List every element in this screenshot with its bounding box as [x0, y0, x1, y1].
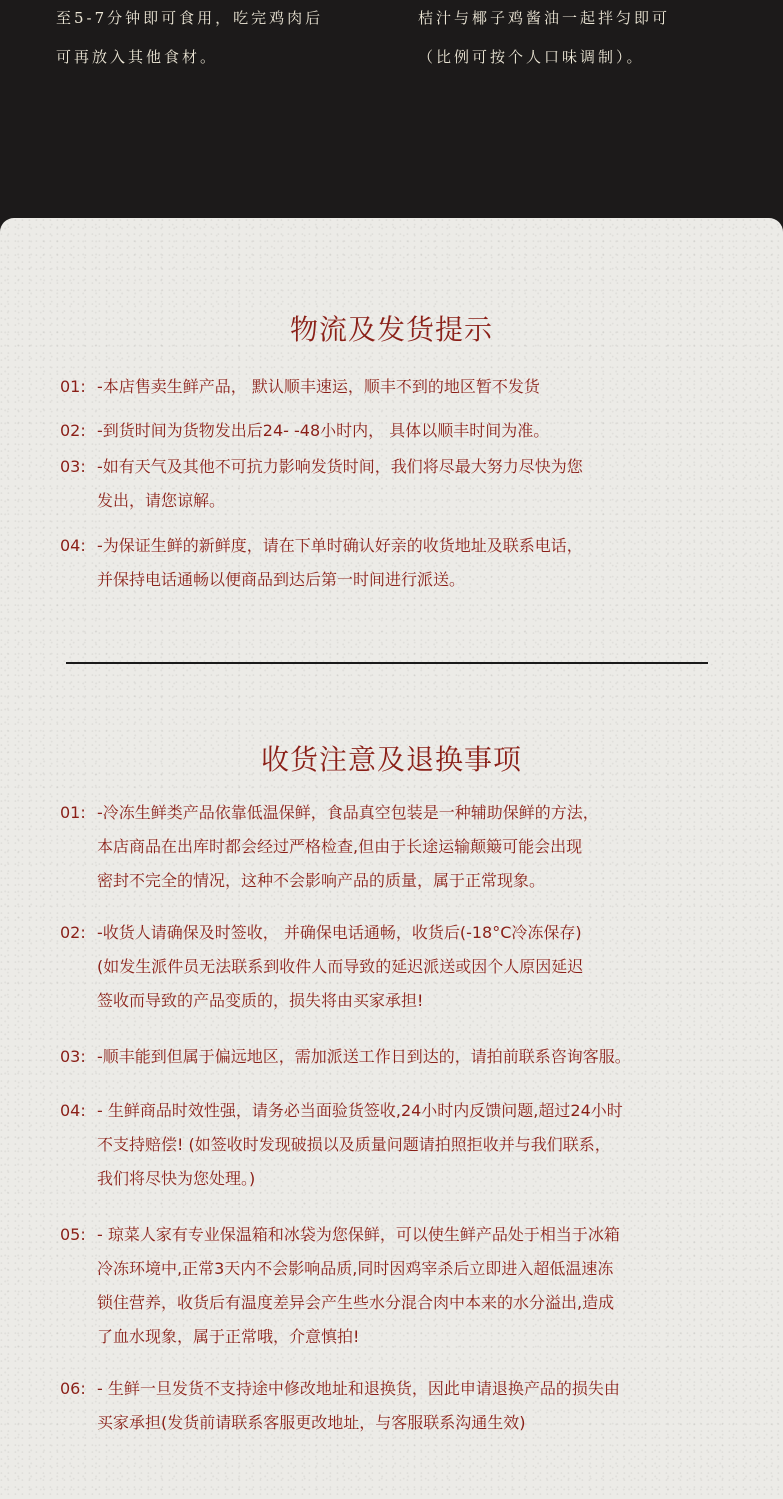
item-text: 了血水现象，属于正常哦，介意慎拍!	[97, 1327, 360, 1346]
section-divider	[66, 662, 708, 664]
item-text: -如有天气及其他不可抗力影响发货时间，我们将尽最大努力尽快为您	[97, 457, 583, 476]
top-left-text	[56, 8, 323, 67]
item-text: 买家承担(发货前请联系客服更改地址，与客服联系沟通生效)	[97, 1413, 526, 1432]
item-number: 06:	[60, 1379, 86, 1398]
logistics-item-4	[60, 529, 583, 597]
returns-item-2	[60, 916, 583, 1018]
item-text: -本店售卖生鲜产品， 默认顺丰速运，顺丰不到的地区暂不发货	[97, 377, 540, 396]
item-number: 03:	[60, 1047, 86, 1066]
top-right-line-2: （比例可按个人口味调制）。	[418, 48, 645, 66]
item-text: - 生鲜一旦发货不支持途中修改地址和退换货，因此申请退换产品的损失由	[97, 1379, 620, 1398]
item-text: 锁住营养，收货后有温度差异会产生些水分混合肉中本来的水分溢出,造成	[97, 1293, 615, 1312]
returns-item-4	[60, 1094, 623, 1196]
item-text: 我们将尽快为您处理。)	[97, 1169, 256, 1188]
top-right-text	[418, 8, 670, 67]
top-left-line-2: 可再放入其他食材。	[56, 48, 219, 66]
item-text: -为保证生鲜的新鲜度，请在下单时确认好亲的收货地址及联系电话，	[97, 536, 583, 555]
item-text: -到货时间为货物发出后24- -48小时内， 具体以顺丰时间为准。	[97, 421, 550, 440]
returns-item-5	[60, 1218, 620, 1354]
returns-title: 收货注意及退换事项	[260, 743, 522, 776]
item-number: 05:	[60, 1225, 86, 1244]
item-number: 04:	[60, 536, 86, 555]
notice-sheet	[0, 218, 783, 1499]
item-number: 01:	[60, 377, 86, 396]
item-text: (如发生派件员无法联系到收件人而导致的延迟派送或因个人原因延迟	[97, 957, 584, 976]
item-text: - 生鲜商品时效性强，请务必当面验货签收,24小时内反馈问题,超过24小时	[97, 1101, 623, 1120]
item-text: 并保持电话通畅以便商品到达后第一时间进行派送。	[97, 570, 466, 589]
top-right-line-1: 桔汁与椰子鸡酱油一起拌匀即可	[418, 9, 671, 27]
top-left-line-1: 至5-7分钟即可食用，吃完鸡肉后	[56, 9, 324, 27]
item-text: 签收而导致的产品变质的，损失将由买家承担!	[97, 991, 424, 1010]
logistics-title: 物流及发货提示	[289, 313, 493, 346]
logistics-item-1	[60, 370, 540, 404]
item-text: -收货人请确保及时签收， 并确保电话通畅，收货后(-18°C冷冻保存)	[97, 923, 582, 942]
top-dark-band	[0, 0, 783, 222]
item-number: 01:	[60, 803, 86, 822]
item-number: 02:	[60, 923, 86, 942]
item-text: 密封不完全的情况，这种不会影响产品的质量，属于正常现象。	[97, 871, 546, 890]
item-text: -冷冻生鲜类产品依靠低温保鲜，食品真空包装是一种辅助保鲜的方法，	[97, 803, 599, 822]
item-text: 冷冻环境中,正常3天内不会影响品质,同时因鸡宰杀后立即进入超低温速冻	[97, 1259, 614, 1278]
item-text: - 琼菜人家有专业保温箱和冰袋为您保鲜，可以使生鲜产品处于相当于冰箱	[97, 1225, 620, 1244]
returns-item-6	[60, 1372, 620, 1440]
item-text: 发出，请您谅解。	[97, 491, 226, 510]
item-number: 03:	[60, 457, 86, 476]
logistics-item-3	[60, 450, 583, 518]
item-number: 02:	[60, 421, 86, 440]
returns-item-1	[60, 796, 599, 898]
item-text: 不支持赔偿! (如签收时发现破损以及质量问题请拍照拒收并与我们联系，	[97, 1135, 611, 1154]
item-text: -顺丰能到但属于偏远地区，需加派送工作日到达的，请拍前联系咨询客服。	[97, 1047, 631, 1066]
item-text: 本店商品在出库时都会经过严格检查,但由于长途运输颠簸可能会出现	[97, 837, 583, 856]
item-number: 04:	[60, 1101, 86, 1120]
returns-item-3	[60, 1040, 631, 1074]
logistics-item-2	[60, 414, 549, 448]
